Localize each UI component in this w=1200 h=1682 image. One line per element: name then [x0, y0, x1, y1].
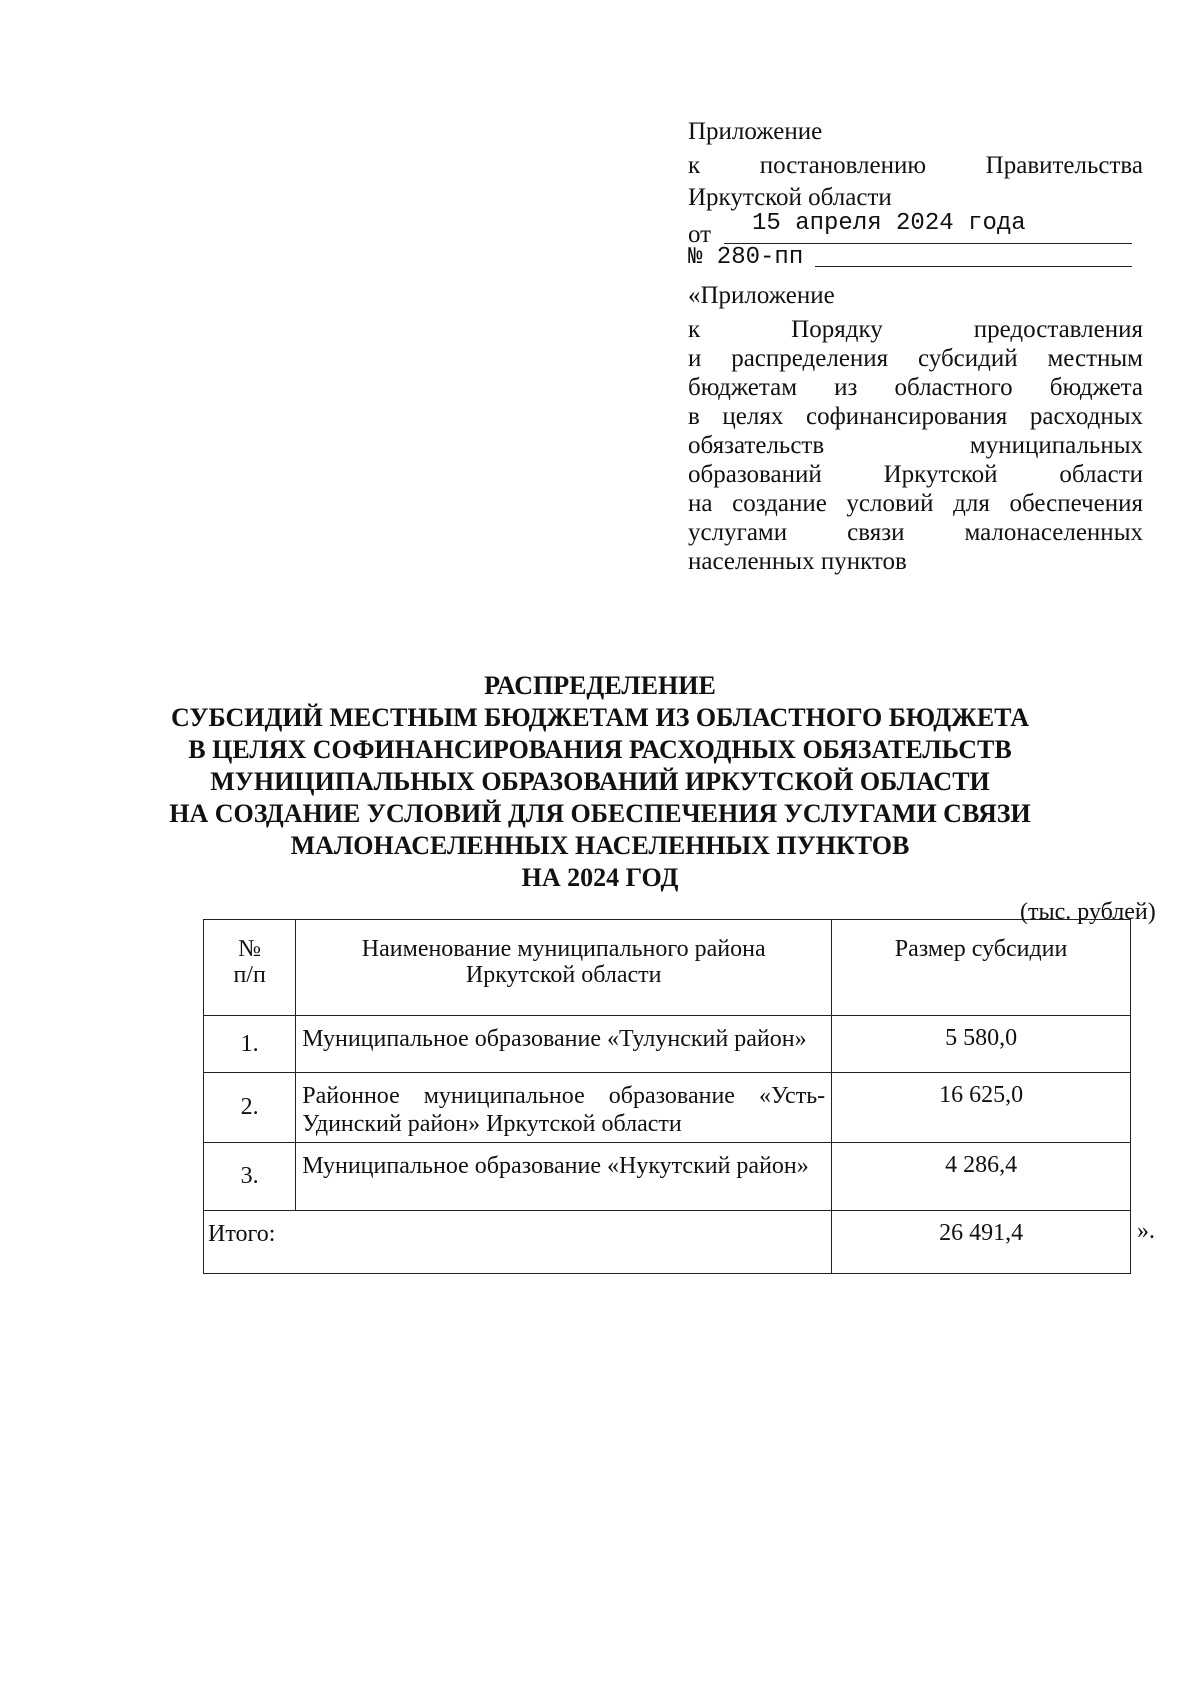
heading-line: В ЦЕЛЯХ СОФИНАНСИРОВАНИЯ РАСХОДНЫХ ОБЯЗАТЕЛЬСТВ — [188, 735, 1012, 764]
subsidy-table — [203, 919, 1131, 1274]
appendix-word-k: к — [688, 152, 701, 179]
closing-quote-mark: ». — [1137, 1218, 1155, 1244]
appendix-title: Приложение — [688, 118, 823, 145]
table-total-row — [204, 1211, 1131, 1274]
table-row — [204, 1016, 1131, 1073]
header-num-line: п/п — [233, 962, 266, 988]
row-name — [296, 1073, 832, 1143]
inner-appendix-line: на создание условий для обеспечения — [688, 490, 1143, 517]
inner-appendix-line: услугами связи малонаселенных — [688, 519, 1143, 546]
heading-line: РАСПРЕДЕЛЕНИЕ — [484, 671, 716, 700]
appendix-number-value: № 280-пп — [688, 244, 804, 271]
total-amount: 26 491,4 — [832, 1211, 1131, 1274]
row-amount: 5 580,0 — [832, 1016, 1131, 1073]
header-num-line: № — [238, 936, 262, 962]
inner-appendix-line: и распределения субсидий местным — [688, 345, 1143, 372]
appendix-date-value: 15 апреля 2024 года — [752, 210, 1026, 237]
appendix-line-1 — [688, 151, 1143, 180]
row-num: 3. — [204, 1143, 296, 1211]
appendix-line-2: Иркутской области — [688, 184, 892, 211]
row-num: 1. — [204, 1016, 296, 1073]
row-name: Муниципальное образование «Нукутский район» — [296, 1143, 832, 1211]
heading-line: НА 2024 ГОД — [521, 863, 679, 892]
row-amount: 4 286,4 — [832, 1143, 1131, 1211]
header-name — [296, 920, 832, 1016]
inner-appendix-line: образований Иркутской области — [688, 461, 1143, 488]
row-name-text: Районное муниципальное образование «Усть-Удинский район» Иркутской области — [302, 1083, 826, 1137]
header-name-line: Наименование муниципального района — [361, 936, 766, 962]
inner-appendix-text — [688, 315, 1143, 576]
heading-line: МУНИЦИПАЛЬНЫХ ОБРАЗОВАНИЙ ИРКУТСКОЙ ОБЛАСТИ — [210, 767, 990, 796]
header-num — [204, 920, 296, 1016]
table-header-row — [204, 920, 1131, 1016]
row-num: 2. — [204, 1073, 296, 1143]
appendix-word-government: Правительства — [985, 152, 1143, 179]
unit-label: (тыс. рублей) — [1020, 899, 1156, 925]
document-heading — [150, 670, 1050, 894]
row-name: Муниципальное образование «Тулунский район» — [296, 1016, 832, 1073]
appendix-word-decree: постановлению — [759, 152, 927, 179]
inner-appendix-line: в целях софинансирования расходных — [688, 403, 1143, 430]
header-name-line: Иркутской области — [465, 962, 662, 988]
heading-line: СУБСИДИЙ МЕСТНЫМ БЮДЖЕТАМ ИЗ ОБЛАСТНОГО БЮДЖЕТА — [171, 703, 1029, 732]
heading-line: НА СОЗДАНИЕ УСЛОВИЙ ДЛЯ ОБЕСПЕЧЕНИЯ УСЛУГАМИ СВЯЗИ — [169, 799, 1031, 828]
appendix-date-prefix: от — [688, 221, 712, 248]
heading-line: МАЛОНАСЕЛЕННЫХ НАСЕЛЕННЫХ ПУНКТОВ — [290, 831, 910, 860]
inner-appendix-line: населенных пунктов — [688, 548, 907, 575]
inner-appendix-line: к Порядку предоставления — [688, 316, 1143, 343]
number-underline — [815, 266, 1132, 267]
total-label: Итого: — [204, 1211, 832, 1274]
inner-appendix-line: бюджетам из областного бюджета — [688, 374, 1143, 401]
table-row — [204, 1143, 1131, 1211]
inner-appendix-line: обязательств муниципальных — [688, 432, 1143, 459]
row-amount: 16 625,0 — [832, 1073, 1131, 1143]
table-row — [204, 1073, 1131, 1143]
inner-appendix-title: «Приложение — [688, 282, 835, 309]
header-amount: Размер субсидии — [832, 920, 1131, 1016]
